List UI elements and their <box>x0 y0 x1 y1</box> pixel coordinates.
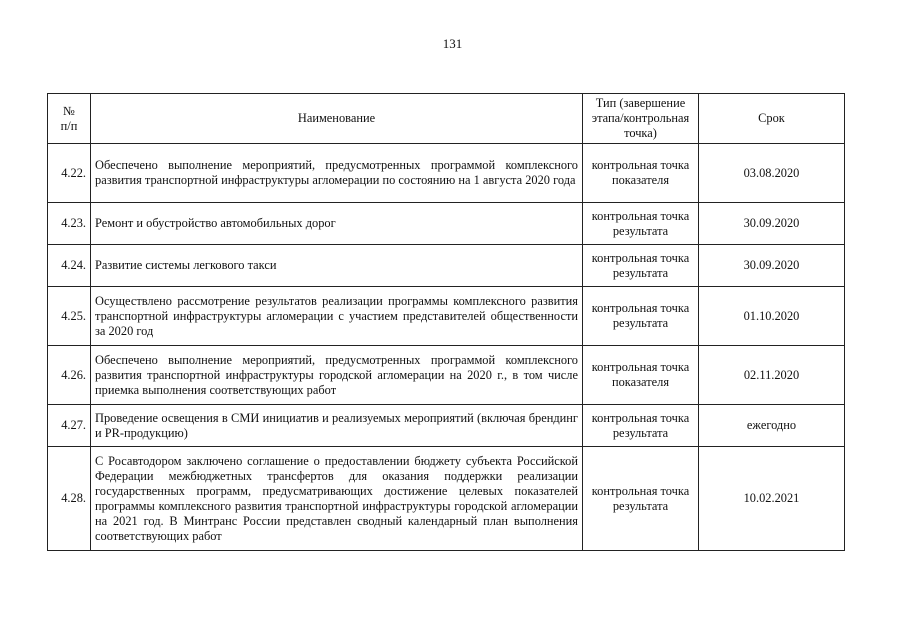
row-number: 4.28. <box>48 447 91 551</box>
row-name: Осуществлено рассмотрение результатов реализации программы комплексного развития транспортной инфраструктуры агломерации с участием представителей общественности за 2020 год <box>91 287 583 346</box>
row-date: 01.10.2020 <box>699 287 845 346</box>
row-number: 4.26. <box>48 346 91 405</box>
row-number: 4.25. <box>48 287 91 346</box>
table-row <box>48 245 845 287</box>
row-type: контрольная точка результата <box>583 287 699 346</box>
row-name: Обеспечено выполнение мероприятий, предусмотренных программой комплексного развития транспортной инфраструктуры городской агломерации на 2020 г., в том числе приемка выполнения соответствующих работ <box>91 346 583 405</box>
header-date: Срок <box>699 94 845 144</box>
table-row <box>48 447 845 551</box>
header-name: Наименование <box>91 94 583 144</box>
row-type: контрольная точка результата <box>583 245 699 287</box>
row-date: 10.02.2021 <box>699 447 845 551</box>
row-date: ежегодно <box>699 405 845 447</box>
schedule-table <box>47 93 845 551</box>
row-name: С Росавтодором заключено соглашение о предоставлении бюджету субъекта Российской Федерации межбюджетных трансфертов для оказания поддержки реализации государственных программ, предусматривающих достижение целевых показателей программы комплексного развития транспортной инфраструктуры городской агломерации на 2021 год. В Минтранс России представлен сводный календарный план выполнения соответствующих работ <box>91 447 583 551</box>
table-row <box>48 287 845 346</box>
row-date: 03.08.2020 <box>699 144 845 203</box>
page-number: 131 <box>442 36 463 51</box>
row-type: контрольная точка показателя <box>583 346 699 405</box>
table-row <box>48 346 845 405</box>
row-type: контрольная точка результата <box>583 405 699 447</box>
header-number: № п/п <box>48 94 91 144</box>
row-type: контрольная точка показателя <box>583 144 699 203</box>
table-row <box>48 203 845 245</box>
row-type: контрольная точка результата <box>583 447 699 551</box>
row-number: 4.22. <box>48 144 91 203</box>
table-header-row <box>48 94 845 144</box>
table-row <box>48 405 845 447</box>
row-name: Ремонт и обустройство автомобильных дорог <box>91 203 583 245</box>
header-type: Тип (завершение этапа/контрольная точка) <box>583 94 699 144</box>
row-number: 4.23. <box>48 203 91 245</box>
row-name: Развитие системы легкового такси <box>91 245 583 287</box>
row-name: Обеспечено выполнение мероприятий, предусмотренных программой комплексного развития транспортной инфраструктуры агломерации по состоянию на 1 августа 2020 года <box>91 144 583 203</box>
row-date: 02.11.2020 <box>699 346 845 405</box>
row-date: 30.09.2020 <box>699 203 845 245</box>
row-type: контрольная точка результата <box>583 203 699 245</box>
row-number: 4.24. <box>48 245 91 287</box>
table-row <box>48 144 845 203</box>
row-date: 30.09.2020 <box>699 245 845 287</box>
row-name: Проведение освещения в СМИ инициатив и реализуемых мероприятий (включая брендинг и PR-продукцию) <box>91 405 583 447</box>
row-number: 4.27. <box>48 405 91 447</box>
